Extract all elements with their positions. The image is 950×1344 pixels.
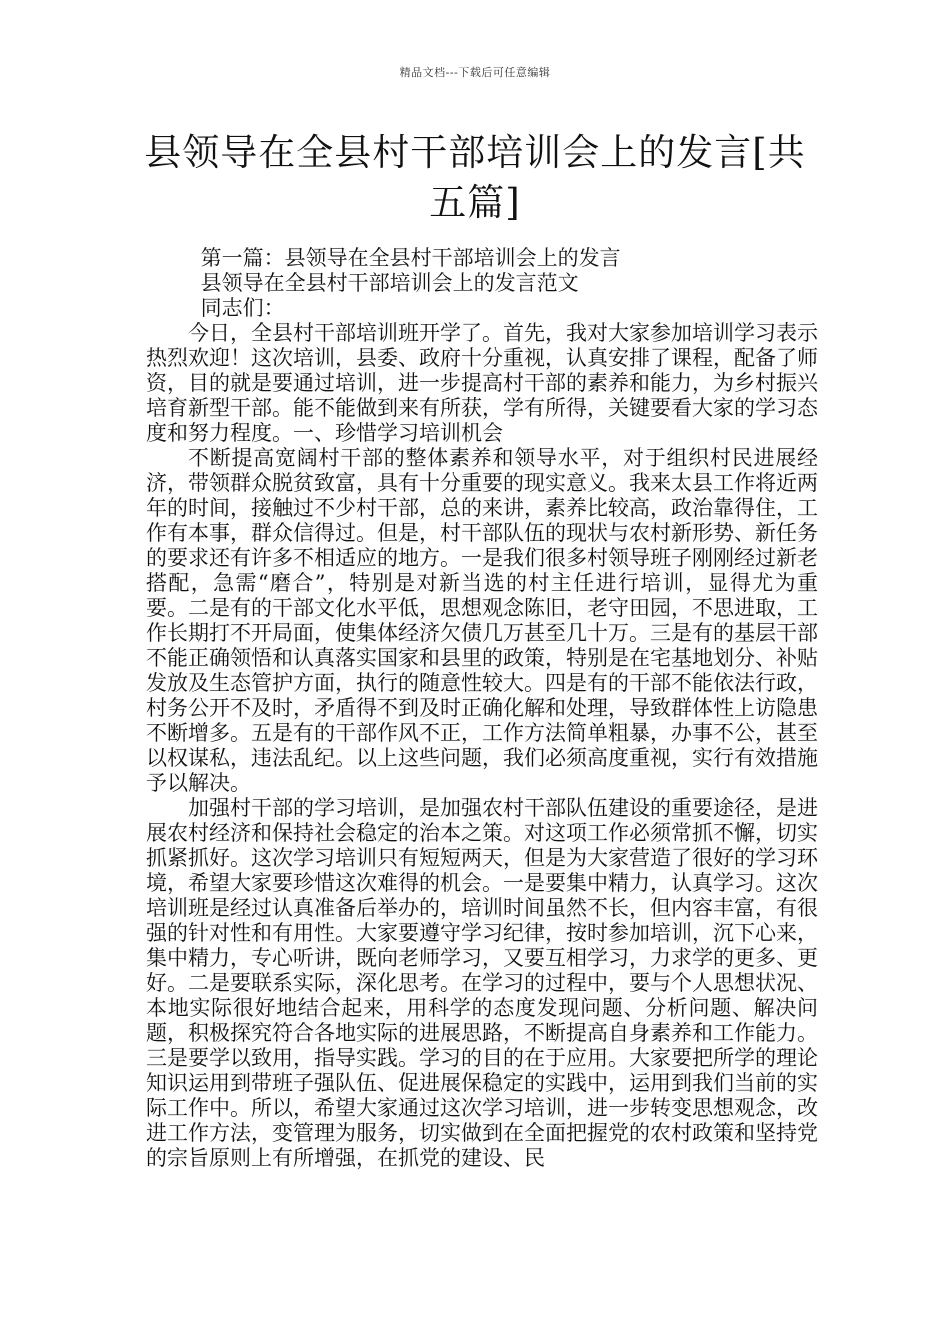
salutation: 同志们： bbox=[200, 296, 285, 320]
paragraph-2: 不断提高宽阔村干部的整体素养和领导水平，对于组织村民进展经济，带领群众脱贫致富，具有十分重要的现实意义。我来太县工作将近两年的时间，接触过不少村干部，总的来讲，素养比较高，政治靠得住，工作有本事，群众信得过。但是，村干部队伍的现状与农村新形势、新任务的要求还有许多不相适应的地方。一是我们很多村领导班子刚刚经过新老搭配，急需“磨合”，特别是对新当选的村主任进行培训，显得尤为重要。二是有的干部文化水平低，思想观念陈旧，老守田园，不思进取，工作长期打不开局面，使集体经济欠债几万甚至几十万。三是有的基层干部不能正确领悟和认真落实国家和县里的政策，特别是在宅基地划分、补贴发放及生态管护方面，执行的随意性较大。四是有的干部不能依法行政，村务公开不及时，矛盾得不到及时正确化解和处理，导致群体性上访隐患不断增多。五是有的干部作风不正，工作方法简单粗暴，办事不公，甚至以权谋私，违法乱纪。以上这些问题，我们必须高度重视，实行有效措施予以解决。 bbox=[146, 446, 818, 795]
page-header-watermark: 精品文档---下载后可任意编辑 bbox=[399, 66, 551, 79]
document-title: 县领导在全县村干部培训会上的发言[共五篇] bbox=[144, 131, 806, 224]
speech-heading: 县领导在全县村干部培训会上的发言范文 bbox=[200, 271, 579, 295]
paragraph-1: 今日，全县村干部培训班开学了。首先，我对大家参加培训学习表示热烈欢迎！这次培训，县委、政府十分重视，认真安排了课程，配备了师资，目的就是要通过培训，进一步提高村干部的素养和能力，为乡村振兴培育新型干部。能不能做到来有所获，学有所得，关键要看大家的学习态度和努力程度。一、珍惜学习培训机会 bbox=[146, 321, 818, 445]
paragraph-3: 加强村干部的学习培训，是加强农村干部队伍建设的重要途径，是进展农村经济和保持社会稳定的治本之策。对这项工作必须常抓不懈，切实抓紧抓好。这次学习培训只有短短两天，但是为大家营造了很好的学习环境，希望大家要珍惜这次难得的机会。一是要集中精力，认真学习。这次培训班是经过认真准备后举办的，培训时间虽然不长，但内容丰富，有很强的针对性和有用性。大家要遵守学习纪律，按时参加培训，沉下心来，集中精力，专心听讲，既向老师学习，又要互相学习，力求学的更多、更好。二是要联系实际，深化思考。在学习的过程中，要与个人思想状况、本地实际很好地结合起来，用科学的态度发现问题、分析问题、解决问题，积极探究符合各地实际的进展思路，不断提高自身素养和工作能力。三是要学以致用，指导实践。学习的目的在于应用。大家要把所学的理论知识运用到带班子强队伍、促进展保稳定的实践中，运用到我们当前的实际工作中。所以，希望大家通过这次学习培训，进一步转变思想观念，改进工作方法，变管理为服务，切实做到在全面把握党的农村政策和坚持党的宗旨原则上有所增强，在抓党的建设、民 bbox=[146, 796, 818, 1170]
document-body bbox=[146, 246, 818, 1171]
part-heading: 第一篇：县领导在全县村干部培训会上的发言 bbox=[200, 246, 621, 270]
